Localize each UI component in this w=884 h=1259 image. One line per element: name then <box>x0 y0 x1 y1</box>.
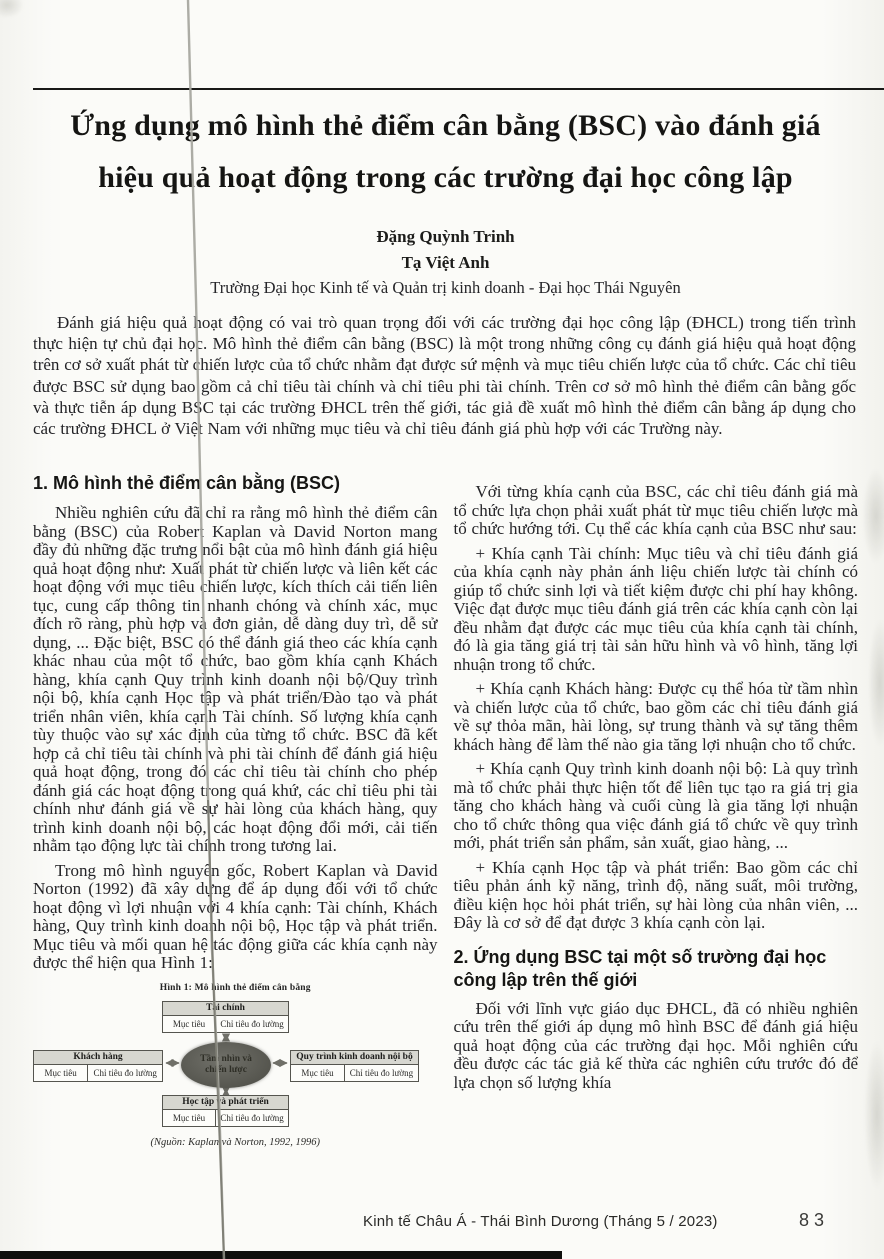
figure-canvas <box>33 998 438 1128</box>
scan-smudge <box>868 618 884 748</box>
header-rule <box>33 88 884 90</box>
figure-vision-strategy-ellipse: Tầm nhìn và chiến lược <box>181 1042 271 1088</box>
body-paragraph: Đối với lĩnh vực giáo dục ĐHCL, đã có nhiều nghiên cứu trên thế giới áp dụng mô hình BSC để đánh giá hiệu quả hoạt động của các trường đại học. Mỗi nghiên cứu đều được các tác giả kế thừa các nghiên cứu trước đó để lựa chọn số lượng khía <box>453 998 858 1092</box>
body-paragraph: + Khía cạnh Khách hàng: Được cụ thể hóa từ tầm nhìn và chiến lược của tổ chức, bao gồm các chỉ tiêu đánh giá về sự thỏa mãn, hài lòng, sự trung thành và sự tăng thêm khách hàng để làm thế nào gia tăng lợi nhuận cho tổ chức. <box>453 679 858 754</box>
author-name: Tạ Việt Anh <box>401 253 490 272</box>
body-paragraph: Nhiều nghiên cứu đã chỉ ra rằng mô hình thẻ điểm cân bằng (BSC) của Robert Kaplan và David Norton mang đầy đủ những đặc trưng nổi bật của mô hình đánh giá hiệu quả hoạt động như: Xuất phát từ chiến lược và liên kết các hoạt động với mục tiêu chiến lược, kích thích cải tiến liên tục, cung cấp thông tin nhanh chóng và chính xác, mục đích rõ ràng, phù hợp và đơn giản, dễ dàng duy trì, dễ sử dụng, ... Đặc biệt, BSC có thể đánh giá theo các khía cạnh khác nhau của một tổ chức, bao gồm khía cạnh Khách hàng, khía cạnh Quy trình kinh doanh nội bộ/Quy trình nội bộ, khía cạnh Học tập và phát triển/Đào tạo và phát triển nhân viên, khía cạnh Tài chính. Số lượng khía cạnh tùy thuộc vào sự xác định của từng tổ chức. BSC đã kết hợp cả chỉ tiêu tài chính và phi tài chính để đánh giá hiệu quả hoạt động, trong đó các chỉ tiêu tài chính cho phép đánh giá các hoạt động trong quá khứ, các chỉ tiêu phi tài chính như đánh giá về sự hài lòng của khách hàng, quy trình kinh doanh nội bộ, các hoạt động đổi mới, cải tiến nhằm tạo động lực tài chính trong tương lai. <box>33 503 438 855</box>
figure-box-learning-growth <box>162 1095 289 1127</box>
bottom-scan-bar <box>0 1251 562 1259</box>
right-column <box>454 472 859 1148</box>
body-paragraph: + Khía cạnh Học tập và phát triển: Bao gồm các chỉ tiêu phản ánh kỹ năng, trình độ, năng suất, môi trường, điều kiện học hỏi phát triển, sự hài lòng của nhân viên, ... Đây là cơ sở để đạt được 3 khía cạnh còn lại. <box>453 857 858 932</box>
scan-smudge <box>864 1040 884 1190</box>
scan-smudge <box>862 468 884 564</box>
figure-cell-objective: Mục tiêu <box>172 1018 206 1029</box>
figure-box-customer-title: Khách hàng <box>34 1051 162 1065</box>
figure-box-internal-process <box>290 1050 419 1082</box>
figure-cell-objective: Mục tiêu <box>44 1067 77 1078</box>
left-column <box>33 472 438 1148</box>
author-name: Đặng Quỳnh Trinh <box>376 227 515 246</box>
author-block <box>33 224 858 276</box>
section-1-heading: 1. Mô hình thẻ điểm cân bằng (BSC) <box>33 473 341 493</box>
body-paragraph: Trong mô hình nguyên gốc, Robert Kaplan và David Norton (1992) đã xây dựng để áp dụng đối với tổ chức hoạt động vì lợi nhuận với 4 khía cạnh: Tài chính, Khách hàng, Quy trình kinh doanh nội bộ, Học tập và phát triển. Mục tiêu và mối quan hệ tác động giữa các khía cạnh này được thể hiện qua Hình 1: <box>33 860 438 972</box>
article-title-line1: Ứng dụng mô hình thẻ điểm cân bằng (BSC) vào đánh giá <box>70 109 821 142</box>
scan-smudge <box>0 0 24 18</box>
figure-box-finance <box>162 1001 289 1033</box>
abstract-paragraph: Đánh giá hiệu quả hoạt động có vai trò quan trọng đối với các trường đại học công lập (ĐHCL) trong tiến trình thực hiện tự chủ đại học. Mô hình thẻ điểm cân bằng (BSC) là một trong những công cụ đánh giá hiệu quả hoạt động trên cơ sở xuất phát từ chiến lược của tổ chức nhằm đạt được sứ mệnh và mục tiêu chiến lược của tổ chức. Các chỉ tiêu được BSC sử dụng bao gồm cả chỉ tiêu tài chính và chỉ tiêu phi tài chính. Trên cơ sở mô hình thẻ điểm cân bằng gốc và thực tiễn áp dụng BSC tại các trường ĐHCL trên thế giới, tác giả đề xuất mô hình thẻ điểm cân bằng áp dụng cho các trường ĐHCL ở Việt Nam với những mục tiêu và chỉ tiêu đánh giá phù hợp với các Trường này. <box>33 313 856 439</box>
body-paragraph: + Khía cạnh Quy trình kinh doanh nội bộ: Là quy trình mà tổ chức phải thực hiện tốt để liên tục tạo ra giá trị gia tăng cho khách hàng và cuối cùng là gia tăng lợi nhuận cho tổ chức thông qua việc đánh giá tổ chức về quy trình mới, phát triển sản phẩm, sản xuất, giao hàng, ... <box>453 759 858 852</box>
body-paragraph: Với từng khía cạnh của BSC, các chỉ tiêu đánh giá mà tổ chức lựa chọn phải xuất phát từ mục tiêu chiến lược mà tổ chức hướng tới. Cụ thể các khía cạnh của BSC như sau: <box>453 482 858 538</box>
figure-caption: Hình 1: Mô hình thẻ điểm cân bằng <box>159 982 311 993</box>
figure-box-internal-process-title: Quy trình kinh doanh nội bộ <box>291 1051 418 1065</box>
article-title <box>33 100 858 204</box>
figure-cell-measure: Chỉ tiêu đo lường <box>215 1110 288 1126</box>
figure-box-customer <box>33 1050 163 1082</box>
figure-cell-measure: Chỉ tiêu đo lường <box>215 1016 288 1032</box>
figure-cell-objective: Mục tiêu <box>301 1067 334 1078</box>
affiliation: Trường Đại học Kinh tế và Quản trị kinh doanh - Đại học Thái Nguyên <box>210 278 681 297</box>
figure-box-finance-title: Tài chính <box>163 1002 288 1016</box>
article-title-line2: hiệu quả hoạt động trong các trường đại học công lập <box>98 161 793 194</box>
body-paragraph: + Khía cạnh Tài chính: Mục tiêu và chỉ tiêu đánh giá của khía cạnh này phản ánh liệu chiến lược tài chính có giúp tổ chức sinh lợi và tiết kiệm được chi phí hay không. Việc đạt được mục tiêu đánh giá trên các khía cạnh còn lại đều nhằm đạt được các mục tiêu của khía cạnh tài chính, đó là gia tăng giá trị tài sản hữu hình và vô hình, tăng lợi nhuận trong tổ chức. <box>453 543 858 674</box>
journal-footer: Kinh tế Châu Á - Thái Bình Dương (Tháng 5 / 2023) <box>363 1213 718 1230</box>
figure-bsc-model <box>33 983 438 1148</box>
page-number: 83 <box>799 1210 830 1230</box>
section-2-heading: 2. Ứng dụng BSC tại một số trường đại học công lập trên thế giới <box>453 946 827 990</box>
figure-cell-objective: Mục tiêu <box>172 1112 206 1123</box>
figure-box-learning-growth-title: Học tập và phát triển <box>163 1096 288 1110</box>
two-column-body <box>33 472 858 1148</box>
figure-cell-measure: Chỉ tiêu đo lường <box>87 1065 162 1081</box>
figure-cell-measure: Chỉ tiêu đo lường <box>344 1065 418 1081</box>
figure-source: (Nguồn: Kaplan và Norton, 1992, 1996) <box>150 1136 320 1148</box>
